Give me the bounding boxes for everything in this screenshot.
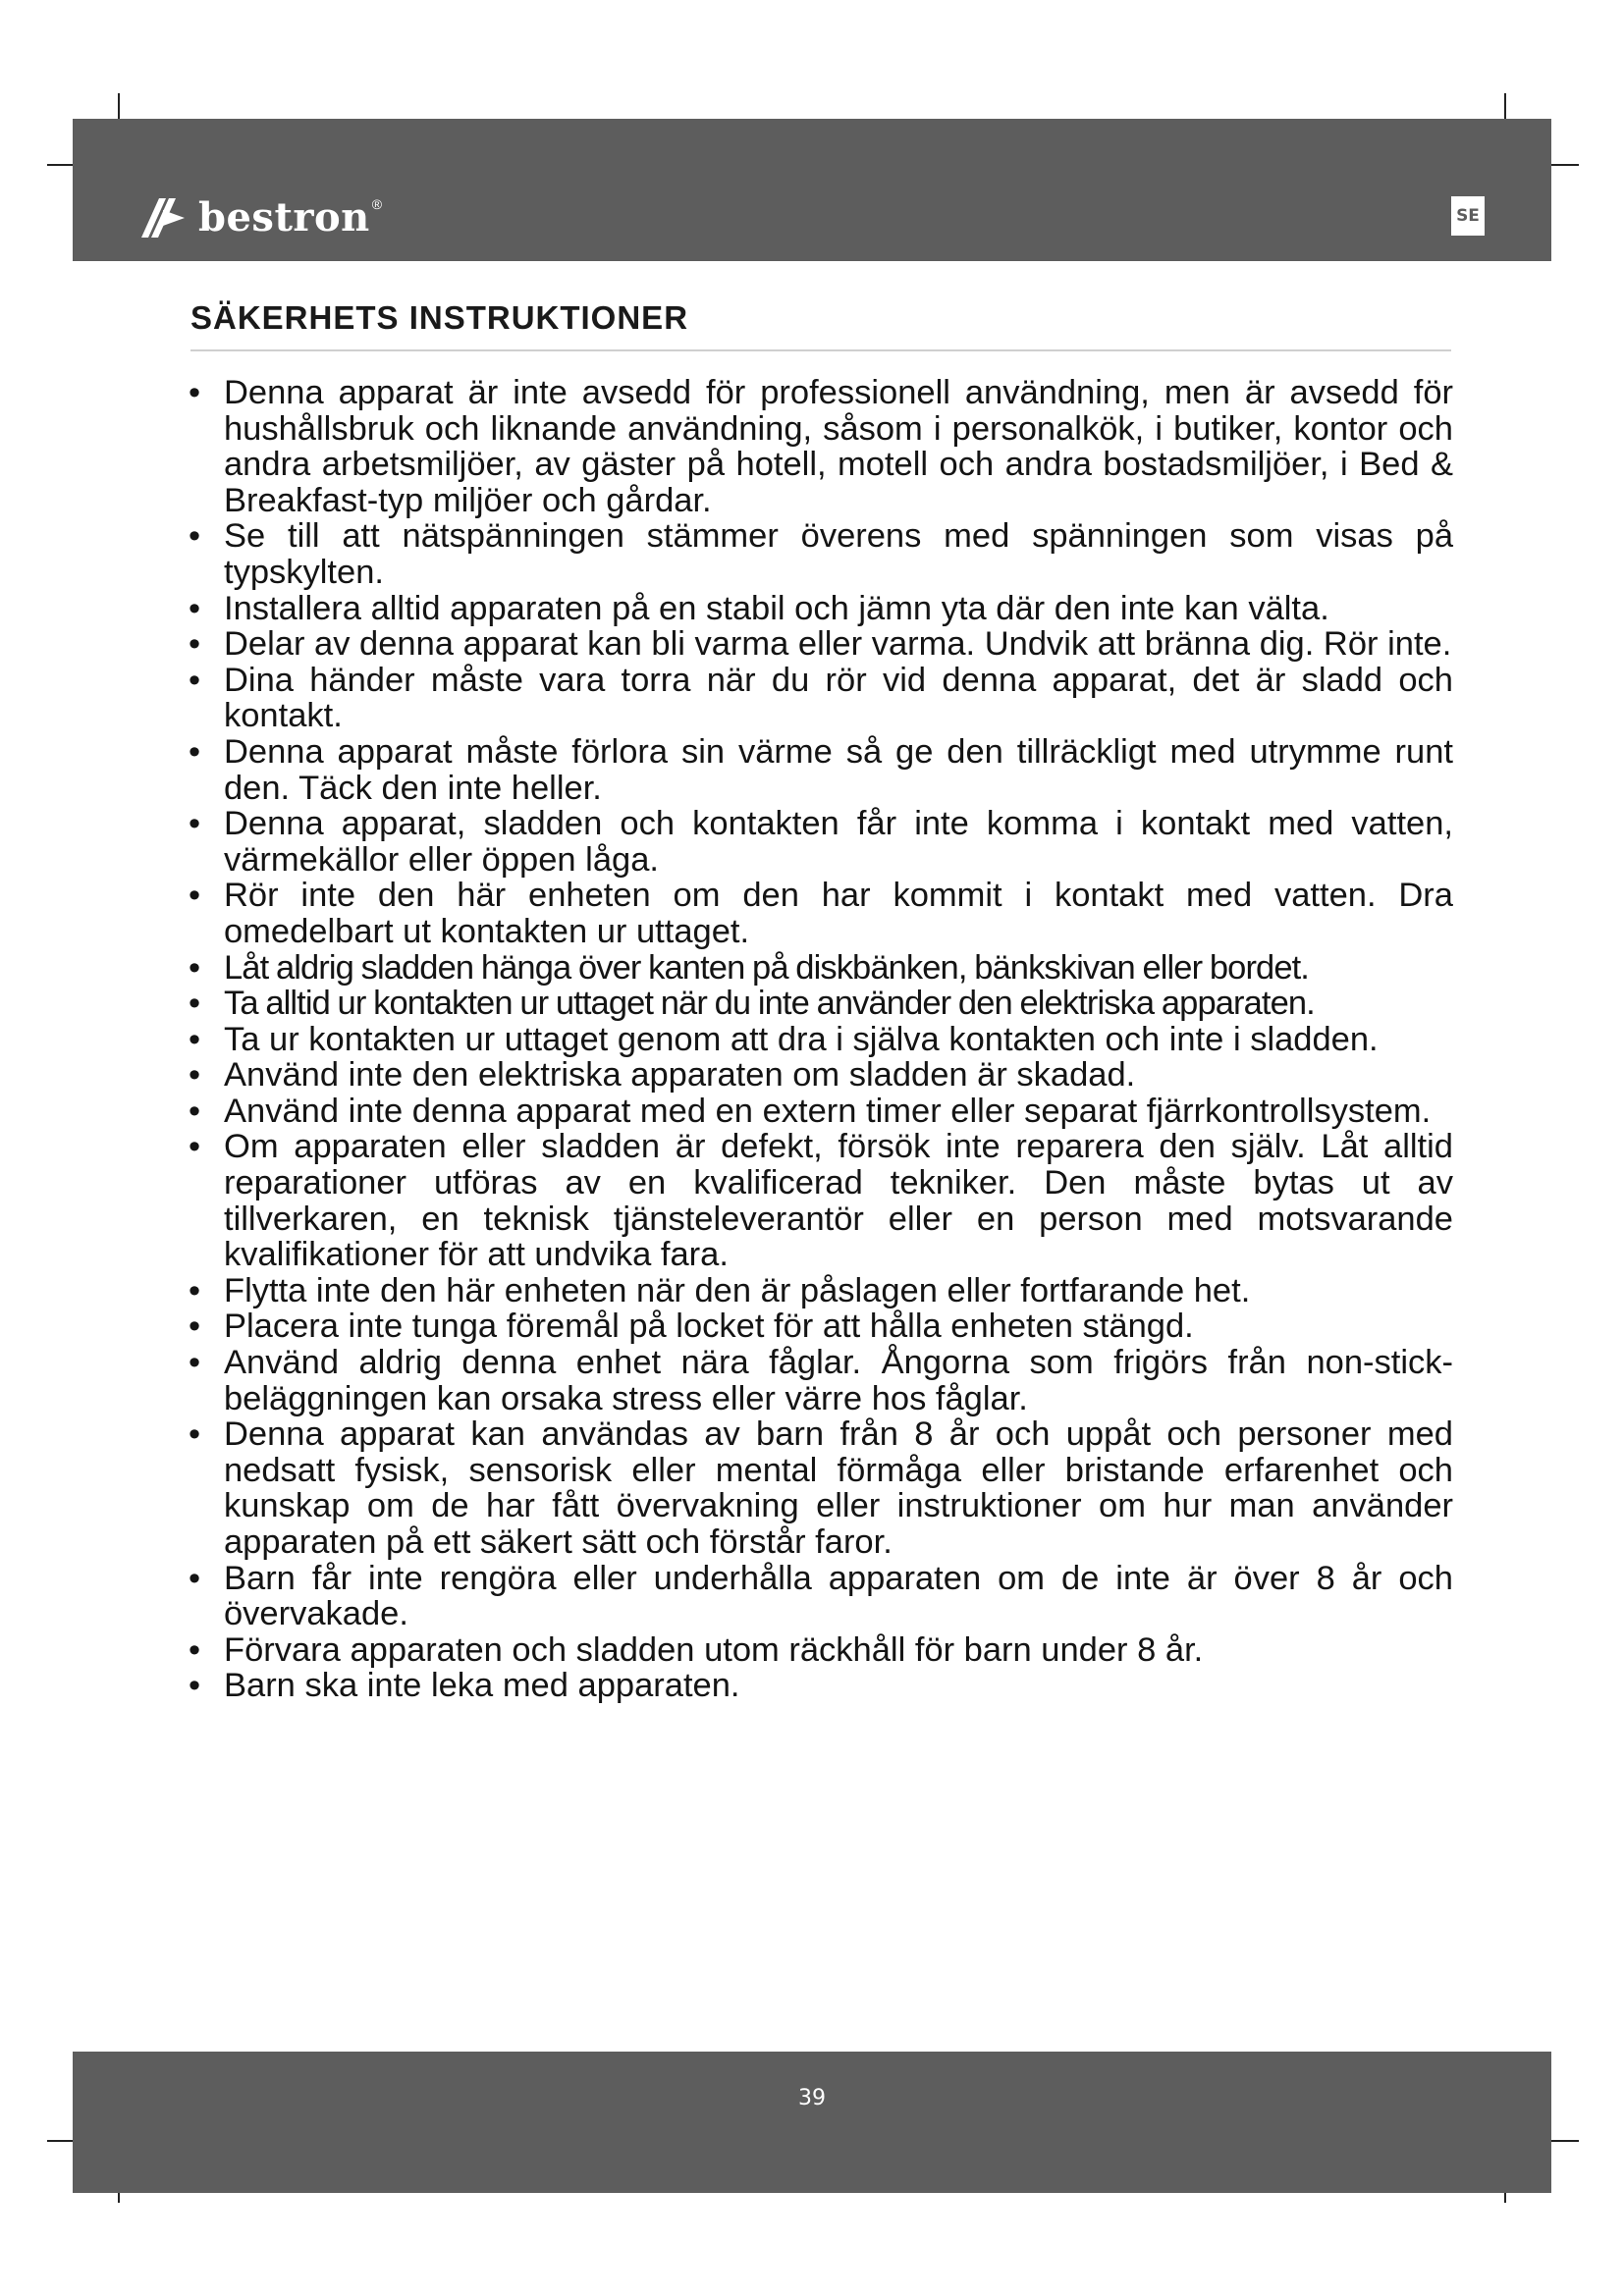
instruction-item: • Delar av denna apparat kan bli varma eller varma. Undvik att bränna dig. Rör inte.: [187, 626, 1453, 663]
instruction-item: • Denna apparat kan användas av barn från 8 år och uppåt och personer med nedsatt fysisk, sensorisk eller mental förmåga eller bristande erfarenhet och kunskap om de har fått övervakning eller instruktioner om hur man använder apparaten på ett säkert sätt och förstår faror.: [187, 1416, 1453, 1560]
logo-chevron-icon: [139, 196, 190, 240]
instruction-list: [187, 375, 1453, 1704]
language-badge: SE: [1451, 196, 1485, 236]
instruction-item: • Denna apparat måste förlora sin värme så ge den tillräckligt med utrymme runt den. Täck den inte heller.: [187, 734, 1453, 806]
instruction-item: • Se till att nätspänningen stämmer överens med spänningen som visas på typskylten.: [187, 518, 1453, 590]
instruction-item: • Ta ur kontakten ur uttaget genom att dra i själva kontakten och inte i sladden.: [187, 1022, 1453, 1058]
section-title: SÄKERHETS INSTRUKTIONER: [190, 299, 689, 336]
instruction-item: • Förvara apparaten och sladden utom räckhåll för barn under 8 år.: [187, 1632, 1453, 1669]
instructions-content: [187, 375, 1453, 1704]
brand-logo: [139, 192, 382, 243]
instruction-item: • Använd inte den elektriska apparaten om sladden är skadad.: [187, 1057, 1453, 1094]
instruction-item: • Flytta inte den här enheten när den är påslagen eller fortfarande het.: [187, 1273, 1453, 1309]
instruction-item: • Om apparaten eller sladden är defekt, försök inte reparera den själv. Låt alltid reparationer utföras av en kvalificerad tekniker. Den måste bytas ut av tillverkaren, en teknisk tjänsteleverantör eller en person med motsvarande kvalifikationer för att undvika fara.: [187, 1129, 1453, 1272]
registered-mark: ®: [371, 196, 383, 212]
title-divider: [190, 349, 1451, 351]
instruction-item: • Låt aldrig sladden hänga över kanten på diskbänken, bänkskivan eller bordet.: [187, 950, 1453, 987]
page-number: 39: [798, 2086, 826, 2110]
footer-band: [73, 2052, 1551, 2193]
instruction-item: • Denna apparat, sladden och kontakten får inte komma i kontakt med vatten, värmekällor eller öppen låga.: [187, 806, 1453, 878]
instruction-item: • Ta alltid ur kontakten ur uttaget när du inte använder den elektriska apparaten.: [187, 986, 1453, 1022]
brand-name: bestron: [198, 194, 370, 240]
instruction-item: • Dina händer måste vara torra när du rör vid denna apparat, det är sladd och kontakt.: [187, 663, 1453, 734]
instruction-item: • Installera alltid apparaten på en stabil och jämn yta där den inte kan välta.: [187, 591, 1453, 627]
instruction-item: • Barn får inte rengöra eller underhålla apparaten om de inte är över 8 år och övervakade.: [187, 1561, 1453, 1632]
instruction-item: • Använd inte denna apparat med en extern timer eller separat fjärrkontrollsystem.: [187, 1094, 1453, 1130]
instruction-item: • Rör inte den här enheten om den har kommit i kontakt med vatten. Dra omedelbart ut kontakten ur uttaget.: [187, 878, 1453, 949]
instruction-item: • Denna apparat är inte avsedd för professionell användning, men är avsedd för hushållsbruk och liknande användning, såsom i personalkök, i butiker, kontor och andra arbetsmiljöer, av gäster på hotell, motell och andra bostadsmiljöer, i Bed & Breakfast-typ miljöer och gårdar.: [187, 375, 1453, 518]
instruction-item: • Använd aldrig denna enhet nära fåglar. Ångorna som frigörs från non-stick-beläggningen kan orsaka stress eller värre hos fåglar.: [187, 1345, 1453, 1416]
instruction-item: • Placera inte tunga föremål på locket för att hålla enheten stängd.: [187, 1308, 1453, 1345]
instruction-item: • Barn ska inte leka med apparaten.: [187, 1668, 1453, 1704]
